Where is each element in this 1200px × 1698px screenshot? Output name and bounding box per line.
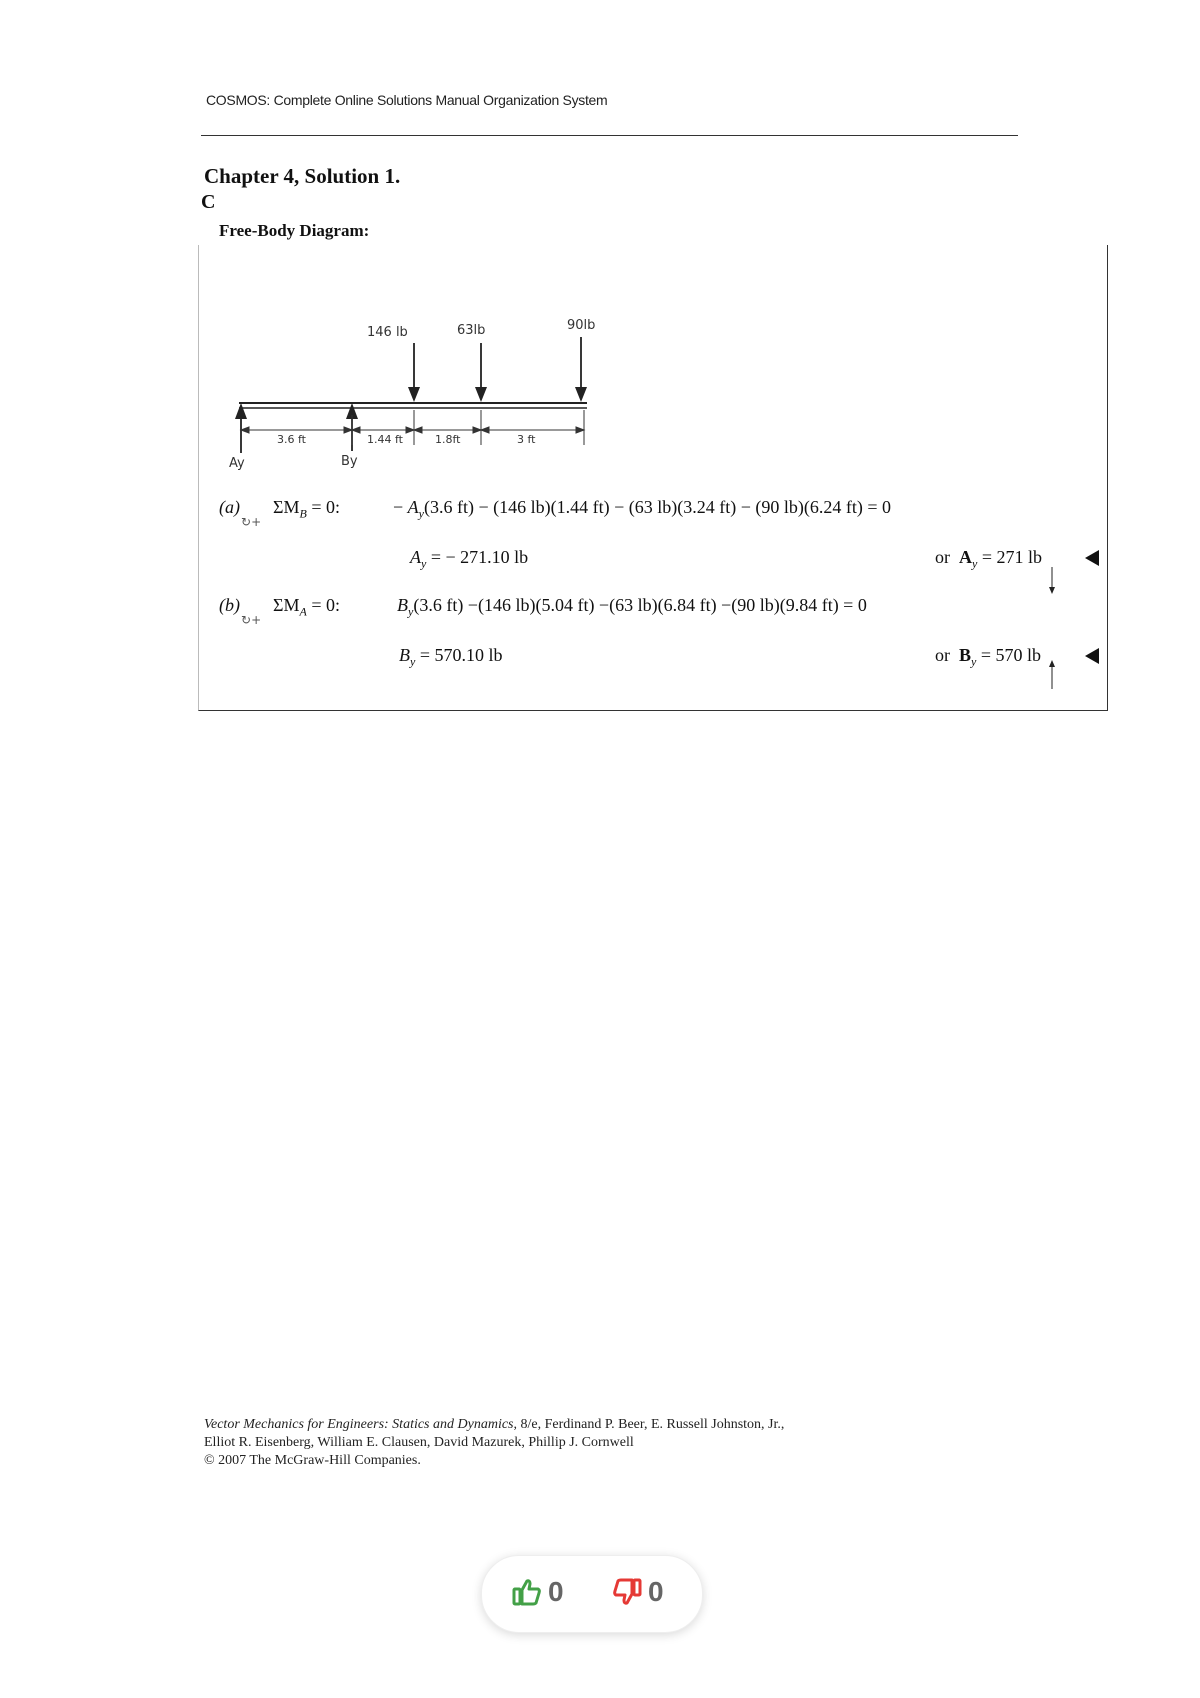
part-b-equation: $B_y(3.6$ ft) −(146 lb)(5.04 ft) −(63 lb)(6.84 ft) −(90 lb)(9.84 ft) = 0	[397, 595, 867, 619]
chapter-letter: C	[201, 191, 216, 213]
answer-marker-icon	[1085, 648, 1099, 664]
load-arrow-146	[408, 343, 420, 402]
moment-direction-icon: ↻	[241, 613, 252, 627]
upvote-count: 0	[548, 1576, 564, 1607]
up-arrow-icon	[1045, 659, 1059, 689]
part-a-sum-moments: $\Sigma M_B = 0$:	[273, 497, 340, 521]
down-arrow-icon	[1045, 567, 1059, 595]
footer-line-1: Vector Mechanics for Engineers: Statics and Dynamics, 8/e, Ferdinand P. Beer, E. Russell Johnston, Jr.,	[204, 1417, 785, 1432]
vote-bar	[481, 1555, 703, 1633]
footer-line-3: © 2007 The McGraw-Hill Companies.	[204, 1453, 421, 1468]
part-a-label: (a)	[219, 497, 240, 517]
load-label-90: 90lb	[567, 318, 596, 333]
free-body-diagram-title: Free-Body Diagram:	[219, 221, 370, 240]
header-divider	[201, 135, 1018, 136]
span-label-1: 3.6 ft	[277, 433, 306, 446]
span-label-4: 3 ft	[517, 433, 536, 446]
free-body-diagram	[199, 245, 619, 475]
thumbs-up-icon	[512, 1578, 542, 1606]
part-b-answer: or $B_y = 570$ lb	[935, 645, 1041, 669]
part-b-label: (b)	[219, 595, 240, 615]
solution-box	[198, 245, 1108, 711]
reaction-label-a: Ay	[229, 456, 245, 471]
footer-citation	[204, 1416, 784, 1470]
load-label-63: 63lb	[457, 323, 486, 338]
part-a-moment-sign: ↻+	[241, 515, 262, 529]
load-arrow-90	[575, 337, 587, 402]
part-a-answer: or $A_y = 271$ lb	[935, 547, 1042, 571]
chapter-title: Chapter 4, Solution 1.	[204, 164, 401, 188]
part-b-result: $B_y = 570.10$ lb	[399, 645, 503, 669]
span-label-3: 1.8ft	[435, 433, 461, 446]
span-label-2: 1.44 ft	[367, 433, 403, 446]
upvote-button[interactable]	[512, 1576, 564, 1608]
part-a-result: $A_y$ = − 271.10 lb	[410, 547, 529, 571]
downvote-count: 0	[648, 1576, 664, 1607]
load-label-146: 146 lb	[367, 325, 408, 340]
answer-marker-icon	[1085, 550, 1099, 566]
part-b-sum-moments: $\Sigma M_A = 0$:	[273, 595, 340, 619]
thumbs-down-icon	[612, 1578, 642, 1606]
moment-direction-icon: ↻	[241, 515, 252, 529]
downvote-button[interactable]	[612, 1576, 664, 1608]
header-text: COSMOS: Complete Online Solutions Manual Organization System	[206, 92, 608, 108]
footer-line-2: Elliot R. Eisenberg, William E. Clausen, David Mazurek, Phillip J. Cornwell	[204, 1435, 634, 1450]
part-a-equation: − $A_y(3.6$ ft) − (146 lb)(1.44 ft) − (63 lb)(3.24 ft) − (90 lb)(6.24 ft) = 0	[393, 497, 891, 521]
part-b-moment-sign: ↻+	[241, 613, 262, 627]
reaction-label-b: By	[341, 454, 358, 469]
load-arrow-63	[475, 343, 487, 402]
